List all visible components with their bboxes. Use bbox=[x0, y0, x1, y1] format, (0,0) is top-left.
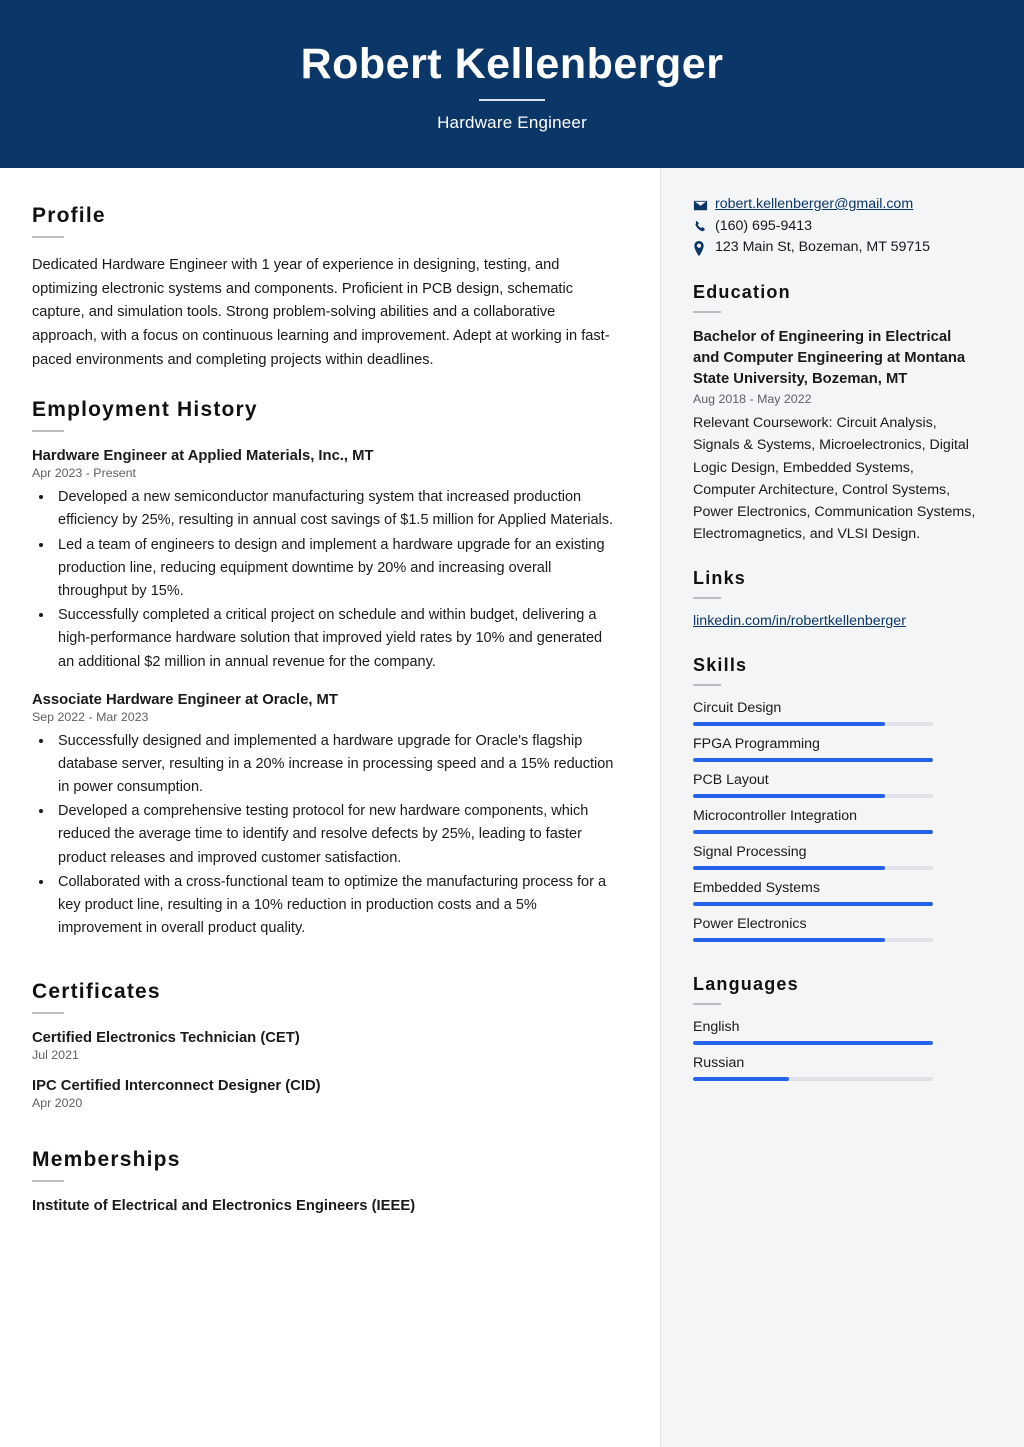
candidate-job-title: Hardware Engineer bbox=[437, 112, 587, 132]
certificates-heading: Certificates bbox=[32, 980, 161, 1004]
links-heading: Links bbox=[693, 567, 747, 588]
resume-body bbox=[0, 168, 1024, 1447]
certificate-date: Apr 2020 bbox=[32, 1096, 83, 1111]
section-links bbox=[693, 568, 980, 629]
employment-bullet: • Successfully completed a critical project on schedule and within budget, delivering a high-performance hardware solution that improved yield rates by 10% and generated an additional $2 million in annual revenue for the company. bbox=[54, 604, 620, 674]
skill-level-bar bbox=[693, 722, 933, 726]
language-level-bar bbox=[693, 1077, 933, 1081]
certificate-date: Jul 2021 bbox=[32, 1048, 79, 1063]
skills-heading-rule bbox=[693, 684, 721, 686]
contact-phone-text: (160) 695-9413 bbox=[715, 218, 813, 234]
section-languages bbox=[693, 974, 980, 1081]
skill-label: Power Electronics bbox=[693, 915, 807, 932]
certificate-title: IPC Certified Interconnect Designer (CID) bbox=[32, 1078, 321, 1095]
spacer bbox=[693, 633, 980, 655]
language-item bbox=[693, 1055, 980, 1081]
languages-heading: Languages bbox=[693, 973, 799, 994]
employment-item bbox=[32, 692, 620, 941]
certificate-title: Certified Electronics Technician (CET) bbox=[32, 1030, 300, 1047]
link-item[interactable] bbox=[693, 613, 980, 629]
education-heading-rule bbox=[693, 311, 721, 313]
education-dates: Aug 2018 - May 2022 bbox=[693, 392, 812, 406]
employment-item bbox=[32, 448, 620, 674]
skill-level-bar bbox=[693, 938, 933, 942]
language-label: Russian bbox=[693, 1054, 745, 1071]
employment-bullets bbox=[32, 486, 620, 674]
spacer bbox=[693, 546, 980, 568]
employment-heading: Employment History bbox=[32, 398, 258, 422]
resume-header bbox=[0, 0, 1024, 168]
skill-label: Circuit Design bbox=[693, 699, 782, 716]
memberships-heading-rule bbox=[32, 1180, 64, 1182]
links-heading-rule bbox=[693, 597, 721, 599]
main-column bbox=[0, 168, 660, 1447]
section-employment-history bbox=[32, 398, 620, 940]
contact-email-link[interactable]: robert.kellenberger@gmail.com bbox=[715, 196, 914, 212]
certificate-item bbox=[32, 1078, 620, 1110]
contact-address-row bbox=[693, 239, 980, 256]
linkedin-link[interactable]: linkedin.com/in/robertkellenberger bbox=[693, 612, 906, 629]
skill-label: Microcontroller Integration bbox=[693, 807, 858, 824]
skill-item bbox=[693, 916, 980, 942]
language-label: English bbox=[693, 1018, 740, 1035]
skill-level-fill bbox=[693, 830, 933, 834]
certificate-item bbox=[32, 1030, 620, 1062]
skill-level-bar bbox=[693, 830, 933, 834]
employment-bullet: • Developed a comprehensive testing protocol for new hardware components, which reduced the average time to identify and resolve defects by 25%, leading to faster product releases and improved customer satisfaction. bbox=[54, 800, 620, 870]
contact-address-text: 123 Main St, Bozeman, MT 59715 bbox=[715, 239, 931, 255]
employment-bullet: • Developed a new semiconductor manufacturing system that increased production efficiency by 25%, resulting in annual cost savings of $1.5 million for Applied Materials. bbox=[54, 486, 620, 532]
section-certificates bbox=[32, 980, 620, 1110]
employment-title: Hardware Engineer at Applied Materials, Inc., MT bbox=[32, 448, 374, 465]
skills-heading: Skills bbox=[693, 654, 748, 675]
skill-label: FPGA Programming bbox=[693, 735, 820, 752]
language-level-fill bbox=[693, 1077, 789, 1081]
phone-icon bbox=[693, 218, 715, 234]
skill-item bbox=[693, 844, 980, 870]
sidebar-column bbox=[660, 168, 1024, 1447]
skill-level-bar bbox=[693, 794, 933, 798]
contact-phone-row bbox=[693, 218, 980, 234]
skill-item bbox=[693, 880, 980, 906]
header-divider bbox=[479, 99, 545, 101]
section-education bbox=[693, 282, 980, 546]
skill-label: Signal Processing bbox=[693, 843, 807, 860]
contact-block bbox=[693, 196, 980, 256]
skill-level-bar bbox=[693, 866, 933, 870]
skill-level-fill bbox=[693, 794, 885, 798]
employment-heading-rule bbox=[32, 430, 64, 432]
profile-text: Dedicated Hardware Engineer with 1 year of experience in designing, testing, and optimizing electronic systems and components. Proficient in PCB design, schematic capture, and simulation tools. Strong problem-solving abilities and a collaborative approach, with a focus on continuous learning and improvement. Adept at working in fast-paced environments and completing projects within deadlines. bbox=[32, 257, 610, 368]
skill-level-fill bbox=[693, 866, 885, 870]
candidate-name: Robert Kellenberger bbox=[300, 40, 724, 89]
skill-item bbox=[693, 808, 980, 834]
envelope-icon bbox=[693, 196, 715, 213]
skill-label: Embedded Systems bbox=[693, 879, 820, 896]
skill-level-bar bbox=[693, 758, 933, 762]
skill-level-fill bbox=[693, 758, 933, 762]
section-skills bbox=[693, 655, 980, 942]
skill-item bbox=[693, 736, 980, 762]
profile-heading-rule bbox=[32, 236, 64, 238]
skill-item bbox=[693, 772, 980, 798]
memberships-heading: Memberships bbox=[32, 1148, 181, 1172]
education-description: Relevant Coursework: Circuit Analysis, Signals & Systems, Microelectronics, Digital Logic Design, Embedded Systems, Computer Architecture, Control Systems, Power Electronics, Communication Systems, Electromagnetics, and VLSI Design. bbox=[693, 415, 976, 543]
skill-level-fill bbox=[693, 722, 885, 726]
skill-level-bar bbox=[693, 902, 933, 906]
section-memberships bbox=[32, 1148, 620, 1214]
skill-level-fill bbox=[693, 902, 933, 906]
employment-title: Associate Hardware Engineer at Oracle, MT bbox=[32, 691, 338, 708]
employment-bullet: • Successfully designed and implemented a hardware upgrade for Oracle's flagship database server, resulting in a 20% increase in processing speed and a 15% reduction in power consumption. bbox=[54, 730, 620, 800]
language-level-fill bbox=[693, 1041, 933, 1045]
spacer bbox=[32, 958, 620, 980]
languages-heading-rule bbox=[693, 1003, 721, 1005]
skill-label: PCB Layout bbox=[693, 771, 769, 788]
location-pin-icon bbox=[693, 239, 715, 256]
employment-dates: Sep 2022 - Mar 2023 bbox=[32, 709, 149, 724]
certificates-heading-rule bbox=[32, 1012, 64, 1014]
spacer bbox=[32, 1126, 620, 1148]
employment-bullet: • Led a team of engineers to design and implement a hardware upgrade for an existing production line, reducing equipment downtime by 20% and increasing overall throughput by 15%. bbox=[54, 534, 620, 604]
profile-heading: Profile bbox=[32, 204, 106, 227]
section-profile bbox=[32, 204, 620, 372]
employment-dates: Apr 2023 - Present bbox=[32, 466, 137, 481]
employment-bullets bbox=[32, 730, 620, 941]
skill-item bbox=[693, 700, 980, 726]
spacer bbox=[693, 952, 980, 974]
language-level-bar bbox=[693, 1041, 933, 1045]
language-item bbox=[693, 1019, 980, 1045]
employment-bullet: • Collaborated with a cross-functional team to optimize the manufacturing process for a key product line, resulting in a 10% reduction in production costs and a 5% improvement in overall product quality. bbox=[54, 871, 620, 941]
skill-level-fill bbox=[693, 938, 885, 942]
contact-email-row[interactable] bbox=[693, 196, 980, 213]
education-title: Bachelor of Engineering in Electrical and Computer Engineering at Montana State University, Bozeman, MT bbox=[693, 329, 966, 387]
education-heading: Education bbox=[693, 282, 791, 302]
membership-title: Institute of Electrical and Electronics Engineers (IEEE) bbox=[32, 1198, 416, 1215]
